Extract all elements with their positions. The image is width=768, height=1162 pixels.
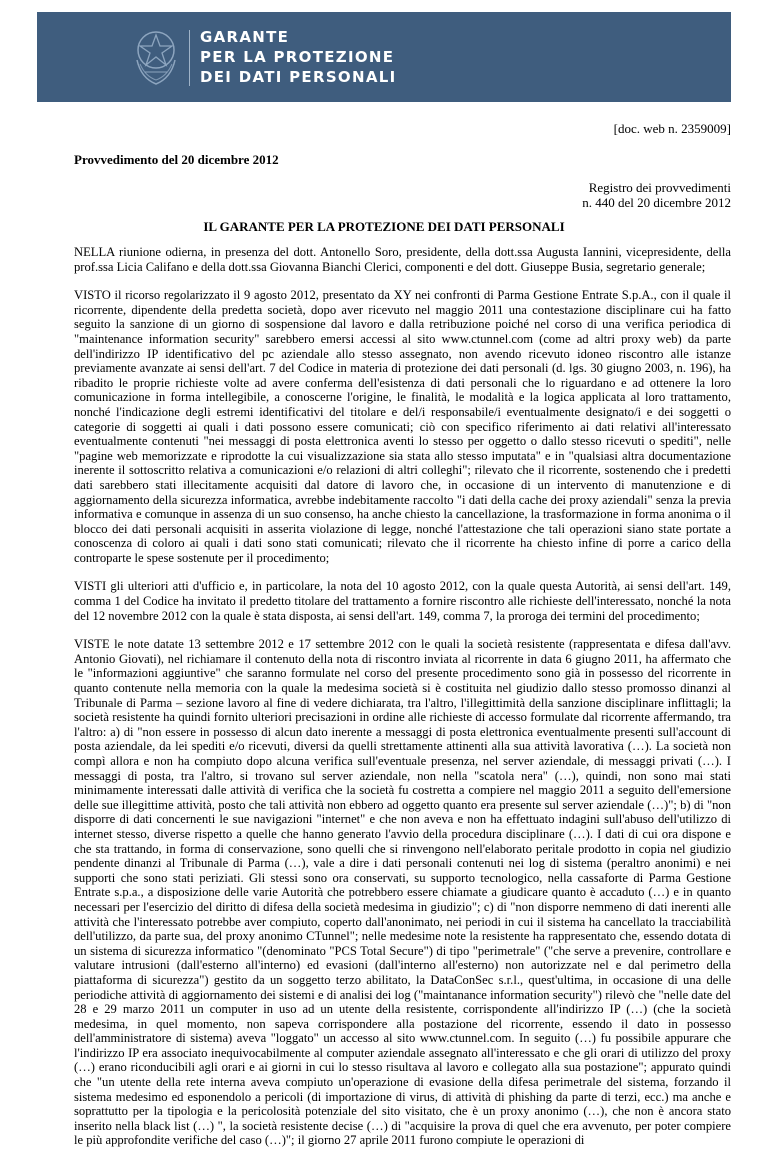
registro-block	[582, 180, 731, 210]
section-heading: IL GARANTE PER LA PROTEZIONE DEI DATI PERSONALI	[203, 219, 565, 234]
banner-title	[200, 27, 396, 87]
document-body	[74, 245, 731, 1162]
banner-line-3: DEI DATI PERSONALI	[200, 68, 397, 86]
paragraph-visto-ricorso: VISTO il ricorso regolarizzato il 9 agosto 2012, presentato da XY nei confronti di Parma Gestione Entrate S.p.A., con il quale il ricorrente, dipendente della predetta società, dopo aver ricevuto nel maggio 2011 una contestazione disciplinare cui ha fatto seguito la sanzione di un giorno di sospensione dal lavoro e dalla retribuzione poiché nel corso di una verifica periodica di "maintenance information security" sarebbero emersi accessi al sito www.ctunnel.com (come ad altri proxy web) da parte dell'indirizzo IP identificativo del pc aziendale allo stesso assegnato, non avendo ricevuto idoneo riscontro alle istanze previamente avanzate ai sensi dell'art. 7 del Codice in materia di protezione dei dati personali (d. lgs. 30 giugno 2003, n. 196), ha ribadito le proprie richieste volte ad avere conferma dell'esistenza di dati personali che lo riguardano e ad ottenere la loro comunicazione in forma intellegibile, a conoscerne l'origine, le finalità, le modalità e la logica applicata al loro trattamento, nonché l'indicazione degli estremi identificativi del titolare e del/i responsabile/i eventualmente designato/i e dei soggetti o categorie di soggetti ai quali i dati possono essere comunicati; ciò con specifico riferimento ai dati relativi all'interessato eventualmente contenuti "nei messaggi di posta elettronica aventi lo stesso per oggetto o dallo stesso ricevuti o spediti", nelle "pagine web memorizzate e riprodotte la cui visualizzazione sia stata allo stesso imputata" e in "qualsiasi altra documentazione inerente il sottoscritto relativa a comunicazioni e/o relazioni di altri colleghi"; rilevato che il ricorrente, sostenendo che i predetti dati sarebbero stati illecitamente acquisiti dal datore di lavoro che, in occasione di un intervento di manutenzione e di aggiornamento della sicurezza informatica, avrebbe indebitamente raccolto "i dati della cache dei proxy aziendali" senza la previa informativa e comunque in assenza di un suo consenso, ha anche chiesto la cancellazione, la trasformazione in forma anonima o il blocco dei dati personali acquisiti in asserita violazione di legge, nonché l'attestazione che tali operazioni siano state portate a conoscenza di coloro ai quali i dati sono stati comunicati; rilevato che il ricorrente ha chiesto infine di porre a carico della controparte le spese sostenute per il procedimento;	[74, 288, 731, 565]
banner-line-1: GARANTE	[200, 28, 290, 46]
paragraph-riunione: NELLA riunione odierna, in presenza del dott. Antonello Soro, presidente, della dott.ssa Augusta Iannini, vicepresidente, della prof.ssa Licia Califano e della dott.ssa Giovanna Bianchi Clerici, componenti e del dott. Giuseppe Busia, segretario generale;	[74, 245, 731, 274]
republic-emblem-icon	[131, 26, 181, 88]
paragraph-viste-note: VISTE le note datate 13 settembre 2012 e 17 settembre 2012 con le quali la società resistente (rappresentata e difesa dall'avv. Antonio Giovati), nel richiamare il contenuto della nota di riscontro inviata al ricorrente in data 6 giugno 2011, ha affermato che le "informazioni aggiuntive" che saranno formulate nel corso del presente procedimento sono già in possesso del ricorrente in quanto contenute nella memoria con la quale la medesima società si è costituita nel giudizio dallo stesso promosso dinanzi al Tribunale di Parma – sezione lavoro al fine di vedere dichiarata, tra l'altro, l'illegittimità della sanzione disciplinare inflittagli; la società resistente ha quindi fornito ulteriori precisazioni in ordine alle richieste di accesso formulate dal ricorrente affermando, tra l'altro: a) di "non essere in possesso di alcun dato inerente a messaggi di posta elettronica eventualmente presenti sull'account di posta aziendale, da lei spediti e/o ricevuti, diversi da quelli strettamente attinenti alla sua attività lavorativa (…). La società non compì allora e non ha compiuto dopo alcuna verifica sull'eventuale presenza, nel server aziendale, di messaggi privati (…). I messaggi di posta, tra l'altro, si trovano sul server aziendale, non nella "scatola nera" (…), quindi, non sono mai stati minimamente interessati dalle attività di verifica che la società fu costretta a compiere nel maggio 2011 a seguito dell'emersione delle sue illegittime attività, posto che tali attività non ebbero ad oggetto quanto era presente sul server aziendale (…)"; b) di "non disporre di dati concernenti le sue navigazioni "internet" e che non aveva e non ha effettuato indagini sull'abuso dell'utilizzo di internet stesso, diverse rispetto a quelle che hanno generato l'avvio della procedura disciplinare (…). I dati di cui ora dispone e che sta trattando, in forma di conservazione, sono quelli che si rinvengono nell'elaborato peritale prodotto in copia nel giudizio pendente dinanzi al Tribunale di Parma (…), vale a dire i dati personali contenuti nei log di sistema (peraltro anonimi) e nei supporti che sono stati periziati. Gli stessi sono ora conservati, su supporto tecnologico, nella cassaforte di Parma Gestione Entrate s.p.a., a disposizione delle varie Autorità che potrebbero essere chiamate a giudicare quanto è accaduto (…) e in quanto necessari per l'esercizio del diritto di difesa della società medesima in giudizio"; c) di "non disporre nemmeno di dati inerenti alle attività che l'interessato potrebbe aver compiuto, coperto dall'anonimato, nei periodi in cui il sistema ha cancellato la tracciabilità dell'utilizzo, da parte sua, del proxy anonimo CTunnel"; nelle medesime note la resistente ha rappresentato che, essendo dotata di un sistema di sicurezza informatico "(denominato "PCS Total Secure") di tipo "perimetrale" ("che serve a prevenire, controllare e valutare intrusioni (dall'esterno all'interno) ed evasioni (dall'interno all'esterno) non autorizzate nel e dal perimetro della piattaforma di sicurezza") gestito da un soggetto terzo abilitato, la DataConSec s.r.l., quest'ultima, in occasione di una delle periodiche attività di aggiornamento dei sistemi e di analisi dei log ("maintanance information security") rilevò che "nelle date del 28 e 29 marzo 2011 un computer in uso ad un utente della resistente, corrispondente all'indirizzo IP (…) (che la società medesima, in quel momento, non sapeva corrispondere alla postazione del ricorrente, essendo il dato in possesso dell'amministratore di sistema) aveva "loggato" un accesso al sito www.ctunnel.com. In seguito (…) fu possibile appurare che l'indirizzo IP era associato inequivocabilmente al computer aziendale assegnato all'interessato e che gli orari di utilizzo del proxy (…) erano riconducibili agli orari e ai giorni in cui lo stesso risultava al lavoro e collegato alla sua postazione"; appurato quindi che "un utente della rete interna aveva compiuto un'operazione di evasione della difesa perimetrale del sistema, forzando il sistema medesimo ed esponendolo a pericoli (di importazione di virus, di attività di phishing da parte di terzi, ecc.) ma anche e soprattutto per la tipologia e la pericolosità potenziale del sito visitato, che è un proxy anonimo (…), che non è ancora stato inserito nella black list (…) ", la società resistente decise (…) di "acquisire la prova di quel che era avvenuto, per poter compiere le più approfondite verifiche del caso (…)"; il giorno 27 aprile 2011 furono compiute le operazioni di	[74, 637, 731, 1148]
banner-line-2: PER LA PROTEZIONE	[200, 48, 395, 66]
banner-separator	[189, 30, 190, 86]
provvedimento-title: Provvedimento del 20 dicembre 2012	[74, 152, 279, 167]
registro-line-2: n. 440 del 20 dicembre 2012	[582, 195, 731, 210]
header-banner	[37, 12, 731, 102]
doc-web-reference: [doc. web n. 2359009]	[613, 121, 731, 136]
paragraph-visti-atti: VISTI gli ulteriori atti d'ufficio e, in particolare, la nota del 10 agosto 2012, con la quale questa Autorità, ai sensi dell'art. 149, comma 1 del Codice ha invitato il predetto titolare del trattamento a fornire riscontro alle richieste dell'interessato, nonché la nota del 12 novembre 2012 con la quale è stata disposta, ai sensi dell'art. 149, comma 7, la proroga dei termini del procedimento;	[74, 579, 731, 623]
registro-line-1: Registro dei provvedimenti	[588, 180, 731, 195]
